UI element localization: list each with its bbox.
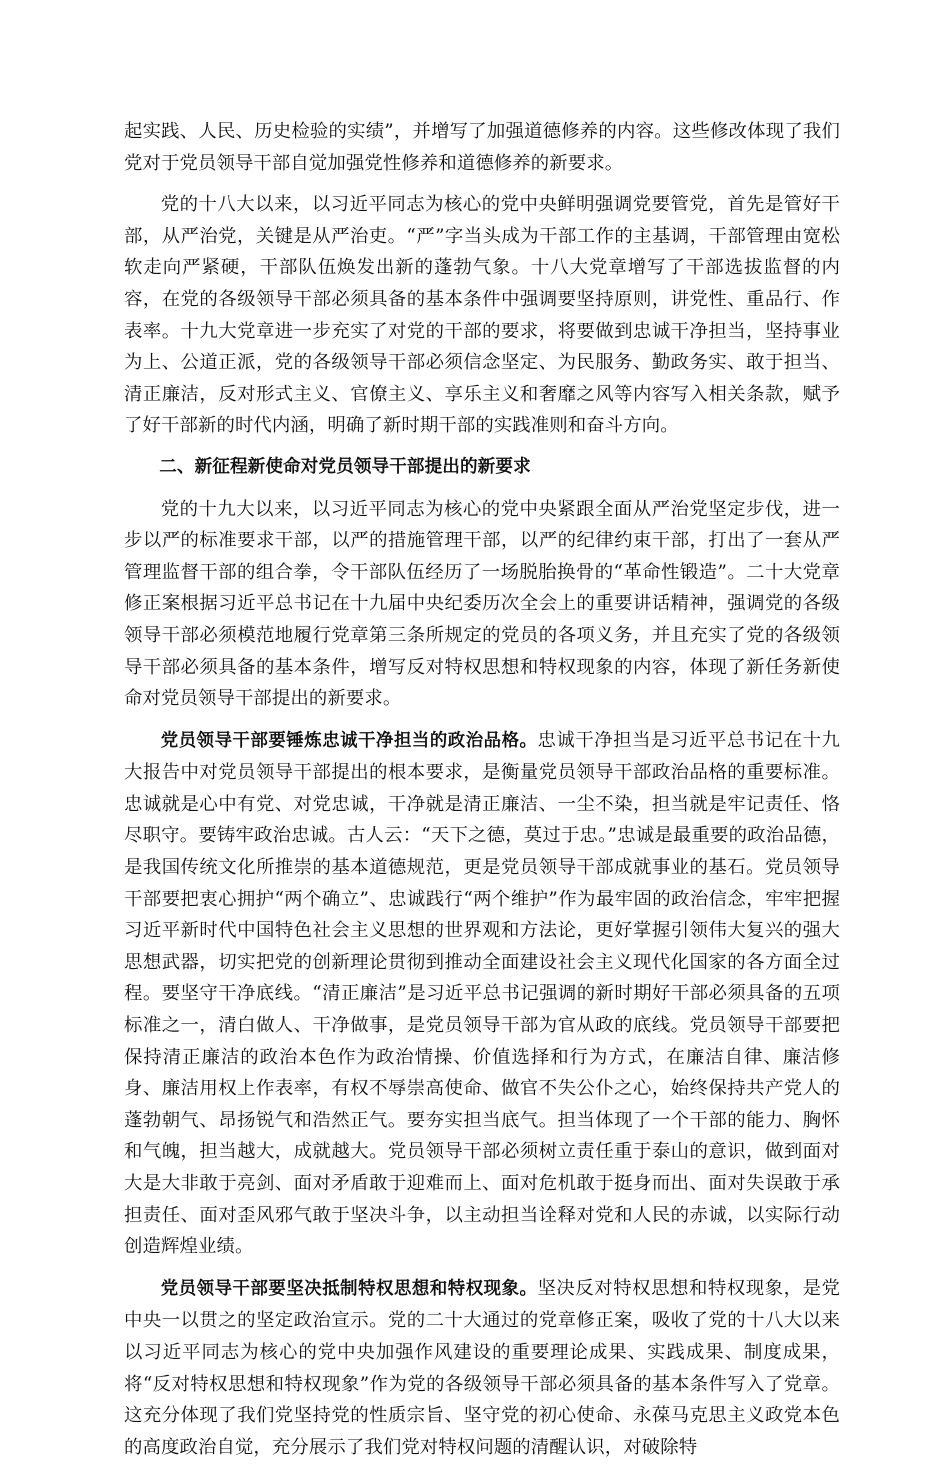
paragraph-lead-political-character: 党员领导干部要锤炼忠诚干净担当的政治品格。 bbox=[160, 730, 538, 751]
paragraph-anti-privilege bbox=[124, 1273, 840, 1464]
paragraph-cadre-supervision: 党的十八大以来，以习近平同志为核心的党中央鲜明强调党要管党，首先是管好干部，从严治党，关键是从严治吏。“严”字当头成为干部工作的主基调，干部管理由宽松软走向严紧硬，干部队伍焕发出新的蓬勃气象。十八大党章增写了干部选拔监督的内容，在党的各级领导干部必须具备的基本条件中强调要坚持原则，讲党性、重品行、作表率。十九大党章进一步充实了对党的干部的要求，将要做到忠诚干净担当，坚持事业为上、公道正派，党的各级领导干部必须信念坚定、为民服务、勤政务实、敢于担当、清正廉洁，反对形式主义、官僚主义、享乐主义和奢靡之风等内容写入相关条款，赋予了好干部新的时代内涵，明确了新时期干部的实践准则和奋斗方向。 bbox=[124, 194, 840, 437]
paragraph-continuation: 起实践、人民、历史检验的实绩”，并增写了加强道德修养的内容。这些修改体现了我们党对于党员领导干部自觉加强党性修养和道德修养的新要求。 bbox=[124, 121, 840, 174]
paragraph-strict-management: 党的十九大以来，以习近平同志为核心的党中央紧跟全面从严治党坚定步伐，进一步以严的标准要求干部，以严的措施管理干部，以严的纪律约束干部，打出了一套从严管理监督干部的组合拳，令干部队伍经历了一场脱胎换骨的“革命性锻造”。二十大党章修正案根据习近平总书记在十九届中央纪委历次全会上的重要讲话精神，强调党的各级领导干部必须模范地履行党章第三条所规定的党员的各项义务，并且充实了党的各级领导干部必须具备的基本条件，增写反对特权思想和特权现象的内容，体现了新任务新使命对党员领导干部提出的新要求。 bbox=[124, 498, 840, 710]
section-heading-2: 二、新征程新使命对党员领导干部提出的新要求 bbox=[159, 456, 531, 477]
paragraph-body-political-character: 忠诚干净担当是习近平总书记在十九大报告中对党员领导干部提出的根本要求，是衡量党员领导干部政治品格的重要标准。忠诚就是心中有党、对党忠诚，干净就是清正廉洁、一尘不染，担当就是牢记责任、恪尽职守。要铸牢政治忠诚。古人云：“天下之德，莫过于忠。”忠诚是最重要的政治品德，是我国传统文化所推崇的基本道德规范，更是党员领导干部成就事业的基石。党员领导干部要把衷心拥护“两个确立”、忠诚践行“两个维护”作为最牢固的政治信念，牢牢把握习近平新时代中国特色社会主义思想的世界观和方法论，更好掌握引领伟大复兴的强大思想武器，切实把党的创新理论贯彻到推动全面建设社会主义现代化国家的各方面全过程。要坚守干净底线。“清正廉洁”是习近平总书记强调的新时期好干部必须具备的五项标准之一，清白做人、干净做事，是党员领导干部为官从政的底线。党员领导干部要把保持清正廉洁的政治本色作为政治情操、价值选择和行为方式，在廉洁自律、廉洁修身、廉洁用权上作表率，有权不辱崇高使命、做官不失公仆之心，始终保持共产党人的蓬勃朝气、昂扬锐气和浩然正气。要夯实担当底气。担当体现了一个干部的能力、胸怀和气魄，担当越大，成就越大。党员领导干部必须树立责任重于泰山的意识，做到面对大是大非敢于亮剑、面对矛盾敢于迎难而上、面对危机敢于挺身而出、面对失误敢于承担责任、面对歪风邪气敢于坚决斗争，以主动担当诠释对党和人民的赤诚，以实际行动创造辉煌业绩。 bbox=[124, 729, 840, 1258]
paragraph-lead-anti-privilege: 党员领导干部要坚决抵制特权思想和特权现象。 bbox=[160, 1278, 538, 1299]
document-body bbox=[124, 116, 840, 1473]
paragraph-body-anti-privilege: 坚决反对特权思想和特权现象，是党中央一以贯之的坚定政治宣示。党的二十大通过的党章修正案，吸收了党的十八大以来以习近平同志为核心的党中央加强作风建设的重要理论成果、实践成果、制度成果，将“反对特权思想和特权现象”作为党的各级领导干部必须具备的基本条件写入了党章。这充分体现了我们党坚持党的性质宗旨、坚守党的初心使命、永葆马克思主义政党本色的高度政治自觉，充分展示了我们党对特权问题的清醒认识，对破除特 bbox=[124, 1277, 840, 1458]
paragraph-political-character bbox=[124, 725, 840, 1263]
